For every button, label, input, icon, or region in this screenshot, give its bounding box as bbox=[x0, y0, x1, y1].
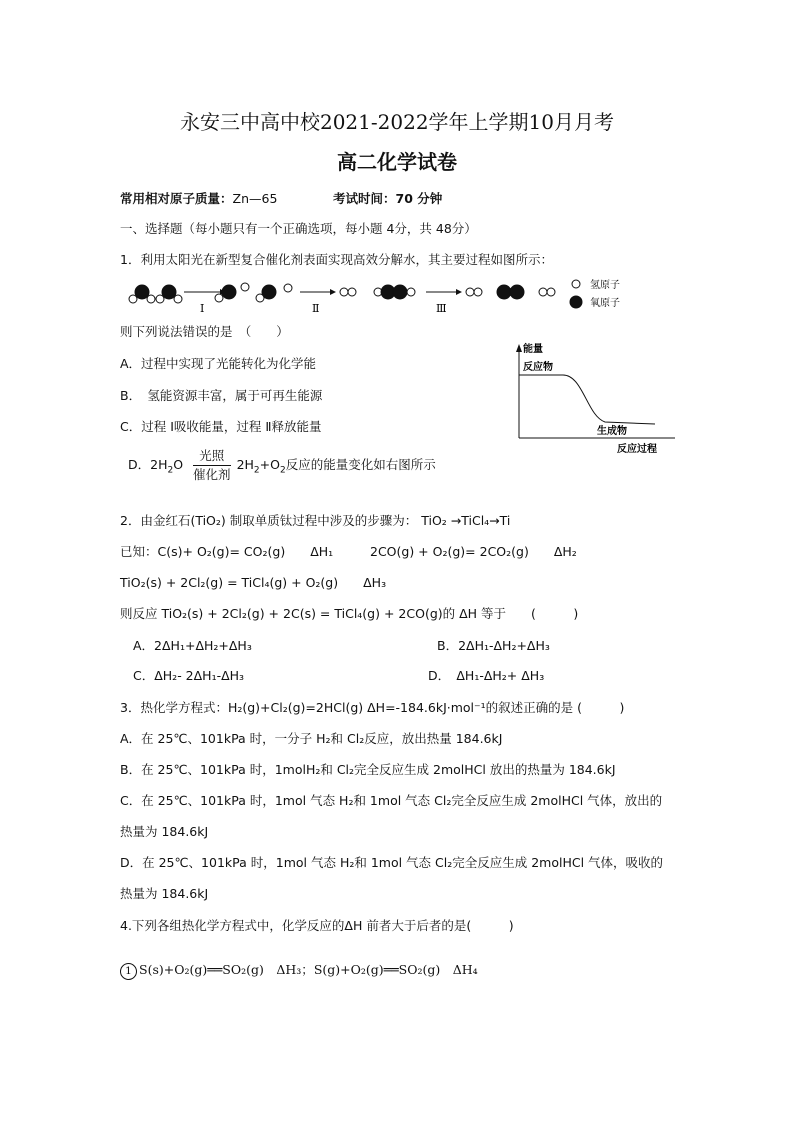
q2-option-c: C．ΔH₂- 2ΔH₁-ΔH₃ bbox=[133, 668, 245, 683]
step-2-label: Ⅱ bbox=[312, 302, 320, 315]
q1-process-diagram bbox=[120, 276, 640, 316]
q2-known-1: 已知：C(s)+ O₂(g)= CO₂(g) ΔH₁ bbox=[120, 544, 334, 559]
y-axis-arrow bbox=[516, 344, 522, 352]
condition-light: 光照 bbox=[193, 447, 231, 466]
q1-option-d: D．$2H_2O$ $\frac{\text{光照}}{\text{催化剂}}$ $2H_2+O_2$反应的能量变化如右图所示 bbox=[128, 448, 436, 482]
q1-option-d-h2: 2H bbox=[236, 457, 254, 472]
q1-option-a: A．过程中实现了光能转化为化学能 bbox=[120, 356, 317, 371]
atomic-mass-label bbox=[120, 189, 277, 207]
q1-option-b: B． 氢能资源丰富，属于可再生能源 bbox=[120, 388, 323, 403]
q1-option-d-tail: 反应的能量变化如右图所示 bbox=[285, 457, 436, 472]
legend-oxygen-icon bbox=[570, 296, 582, 308]
exam-time: 考试时间：70 分钟 bbox=[333, 191, 443, 206]
q1-question: 则下列说法错误的是 （ ） bbox=[120, 324, 289, 339]
exam-subtitle: 高二化学试卷 bbox=[337, 150, 457, 174]
q3-option-c-line1: C．在 25℃、101kPa 时，1mol 气态 H₂和 1mol 气态 Cl₂完全反应生成 2molHCl 气体，放出的 bbox=[120, 793, 663, 808]
q2-known-3: TiO₂(s) + 2Cl₂(g) = TiCl₄(g) + O₂(g) ΔH₃ bbox=[120, 575, 387, 590]
q1-option-d-oxygen: O bbox=[173, 457, 184, 472]
q2-option-a: A．2ΔH₁+ΔH₂+ΔH₃ bbox=[133, 638, 252, 653]
q2-known-2: 2CO(g) + O₂(g)= 2CO₂(g) ΔH₂ bbox=[370, 544, 577, 559]
reactant-label: 反应物 bbox=[523, 362, 553, 373]
legend-hydrogen-label: 氢原子 bbox=[590, 280, 620, 291]
q4-eq-2: S(g)+O₂(g)══SO₂(g) ΔH₄ bbox=[313, 962, 478, 977]
circled-number: 1 bbox=[120, 963, 137, 980]
legend-oxygen-label: 氧原子 bbox=[590, 298, 620, 309]
energy-diagram bbox=[505, 338, 685, 458]
energy-curve bbox=[519, 375, 655, 424]
atomic-mass-value: Zn—65 bbox=[232, 191, 278, 206]
q2-option-d: D． ΔH₁-ΔH₂+ ΔH₃ bbox=[428, 668, 545, 683]
product-molecules bbox=[466, 285, 555, 299]
intermediate-molecules-1 bbox=[215, 283, 292, 302]
x-axis-label: 反应过程 bbox=[617, 444, 657, 455]
condition-catalyst: 催化剂 bbox=[193, 467, 231, 482]
water-molecules-start bbox=[129, 285, 182, 303]
q3-option-b: B．在 25℃、101kPa 时，1molH₂和 Cl₂完全反应生成 2molHCl 放出的热量为 184.6kJ bbox=[120, 762, 616, 777]
q2-stem: 2．由金红石(TiO₂) 制取单质钛过程中涉及的步骤为： TiO₂ →TiCl₄→Ti bbox=[120, 513, 511, 528]
section-heading: 一、选择题（每小题只有一个正确选项，每小题 4分，共 48分） bbox=[120, 221, 477, 236]
q1-option-d-prefix: D．2H bbox=[128, 457, 168, 472]
q1-option-c: C．过程 Ⅰ吸收能量，过程 Ⅱ释放能量 bbox=[120, 419, 322, 434]
q4-item-1 bbox=[120, 960, 478, 980]
q1-option-d-o2: +O bbox=[259, 457, 280, 472]
q3-option-a: A．在 25℃、101kPa 时，一分子 H₂和 Cl₂反应，放出热量 184.6kJ bbox=[120, 731, 503, 746]
q3-stem: 3．热化学方程式：H₂(g)+Cl₂(g)=2HCl(g) ΔH=-184.6kJ·mol⁻¹的叙述正确的是 ( ) bbox=[120, 700, 625, 715]
arrow-step-3 bbox=[426, 289, 462, 295]
product-label: 生成物 bbox=[597, 426, 627, 437]
y-axis-label: 能量 bbox=[523, 344, 543, 355]
step-3-label: Ⅲ bbox=[436, 302, 447, 315]
step-1-label: Ⅰ bbox=[200, 302, 205, 315]
q4-eq-1: S(s)+O₂(g)══SO₂(g) ΔH₃ bbox=[139, 962, 302, 977]
q2-option-b: B．2ΔH₁-ΔH₂+ΔH₃ bbox=[437, 638, 550, 653]
q4-separator: ； bbox=[301, 962, 314, 977]
arrow-step-2 bbox=[300, 289, 336, 295]
exam-title: 永安三中高中校2021-2022学年上学期10月月考 bbox=[179, 110, 614, 134]
q1-stem: 1．利用太阳光在新型复合催化剂表面实现高效分解水，其主要过程如图所示： bbox=[120, 252, 553, 267]
q3-option-c-line2: 热量为 184.6kJ bbox=[120, 824, 209, 839]
q2-question: 则反应 TiO₂(s) + 2Cl₂(g) + 2C(s) = TiCl₄(g) + 2CO(g)的 ΔH 等于 ( ) bbox=[120, 606, 579, 621]
atomic-mass-label-text: 常用相对原子质量： bbox=[120, 191, 233, 206]
q3-option-d-line2: 热量为 184.6kJ bbox=[120, 886, 209, 901]
q4-stem: 4.下列各组热化学方程式中，化学反应的ΔH 前者大于后者的是( ) bbox=[120, 918, 514, 933]
reaction-condition bbox=[193, 447, 231, 484]
q3-option-d-line1: D．在 25℃、101kPa 时，1mol 气态 H₂和 1mol 气态 Cl₂完全反应生成 2molHCl 气体，吸收的 bbox=[120, 855, 664, 870]
intermediate-molecules-2 bbox=[340, 285, 415, 299]
legend-hydrogen-icon bbox=[572, 280, 580, 288]
